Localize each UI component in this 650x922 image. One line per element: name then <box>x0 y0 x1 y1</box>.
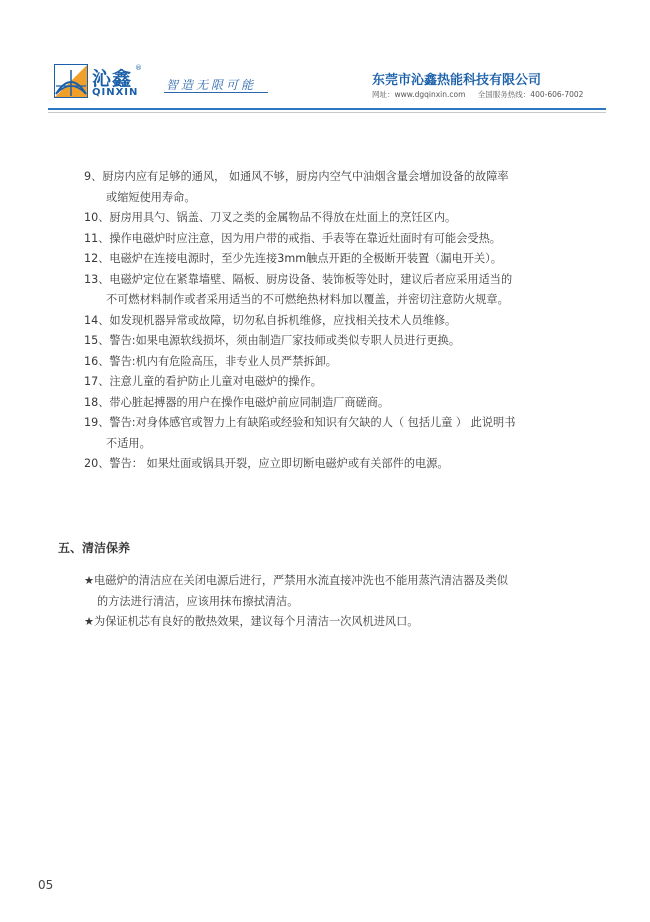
list-item-continuation: 不适用。 <box>106 436 151 450</box>
list-item: 13、电磁炉定位在紧靠墙壁、隔板、厨房设备、装饰板等处时，建议后者应采用适当的 <box>84 272 513 286</box>
safety-notice-list <box>84 167 614 475</box>
section-title-cleaning: 五、清洁保养 <box>58 541 131 555</box>
list-item: 12、电磁炉在连接电源时，至少先连接3mm触点开距的全极断开装置（漏电开关）。 <box>84 252 502 265</box>
list-item: 15、警告:如果电源软线损坏，须由制造厂家技师或类似专职人员进行更换。 <box>84 334 461 347</box>
list-item-continuation: 不可燃材料制作或者采用适当的不可燃绝热材料加以覆盖，并密切注意防火规章。 <box>106 293 509 306</box>
list-item: 18、带心脏起搏器的用户在操作电磁炉前应同制造厂商磋商。 <box>84 395 390 409</box>
list-item: 9、厨房内应有足够的通风， 如通风不够，厨房内空气中油烟含量会增加设备的故障率 <box>84 170 509 183</box>
website: 网址：www.dgqinxin.com <box>372 90 466 99</box>
list-item: 16、警告:机内有危险高压，非专业人员严禁拆卸。 <box>84 354 337 368</box>
logo-english-name: QINXIN <box>92 87 139 98</box>
cleaning-tip: ★为保证机芯有良好的散热效果，建议每个月清洁一次风机进风口。 <box>84 615 419 628</box>
list-item: 17、注意儿童的看护防止儿童对电磁炉的操作。 <box>84 375 322 388</box>
list-item: 10、厨房用具勺、锅盖、刀叉之类的金属物品不得放在灶面上的烹饪区内。 <box>84 211 457 224</box>
list-item-continuation: 或缩短使用寿命。 <box>106 190 196 204</box>
logo-chinese-name: 沁鑫 <box>92 68 133 90</box>
header-divider-thin <box>48 112 606 113</box>
page-header <box>0 0 650 110</box>
list-item: 14、如发现机器异常或故障，切勿私自拆机维修，应找相关技术人员维修。 <box>84 313 457 327</box>
contact-info <box>372 89 593 100</box>
list-item: 11、操作电磁炉时应注意，因为用户带的戒指、手表等在靠近灶面时有可能会受热。 <box>84 231 501 245</box>
qinxin-logo-icon <box>54 64 88 98</box>
header-divider <box>48 108 606 110</box>
cleaning-tips <box>84 571 614 633</box>
cleaning-tip: ★电磁炉的清洁应在关闭电源后进行，严禁用水流直接冲洗也不能用蒸汽清洁器及类似 <box>84 574 508 587</box>
page-number: 05 <box>38 878 54 892</box>
list-item: 19、警告:对身体感官或智力上有缺陷或经验和知识有欠缺的人（ 包括儿童 ） 此说明书 <box>84 416 516 429</box>
company-name: 东莞市沁鑫热能科技有限公司 <box>372 73 542 88</box>
cleaning-tip-continuation: 的方法进行清洁，应该用抹布擦拭清洁。 <box>97 594 299 608</box>
service-hotline: 全国服务热线：400-606-7002 <box>477 90 584 99</box>
slogan: 智造无限可能 <box>166 78 257 92</box>
registered-mark: ® <box>135 64 142 72</box>
slogan-underline <box>164 92 268 93</box>
list-item: 20、警告： 如果灶面或锅具开裂，应立即切断电磁炉或有关部件的电源。 <box>84 457 449 470</box>
